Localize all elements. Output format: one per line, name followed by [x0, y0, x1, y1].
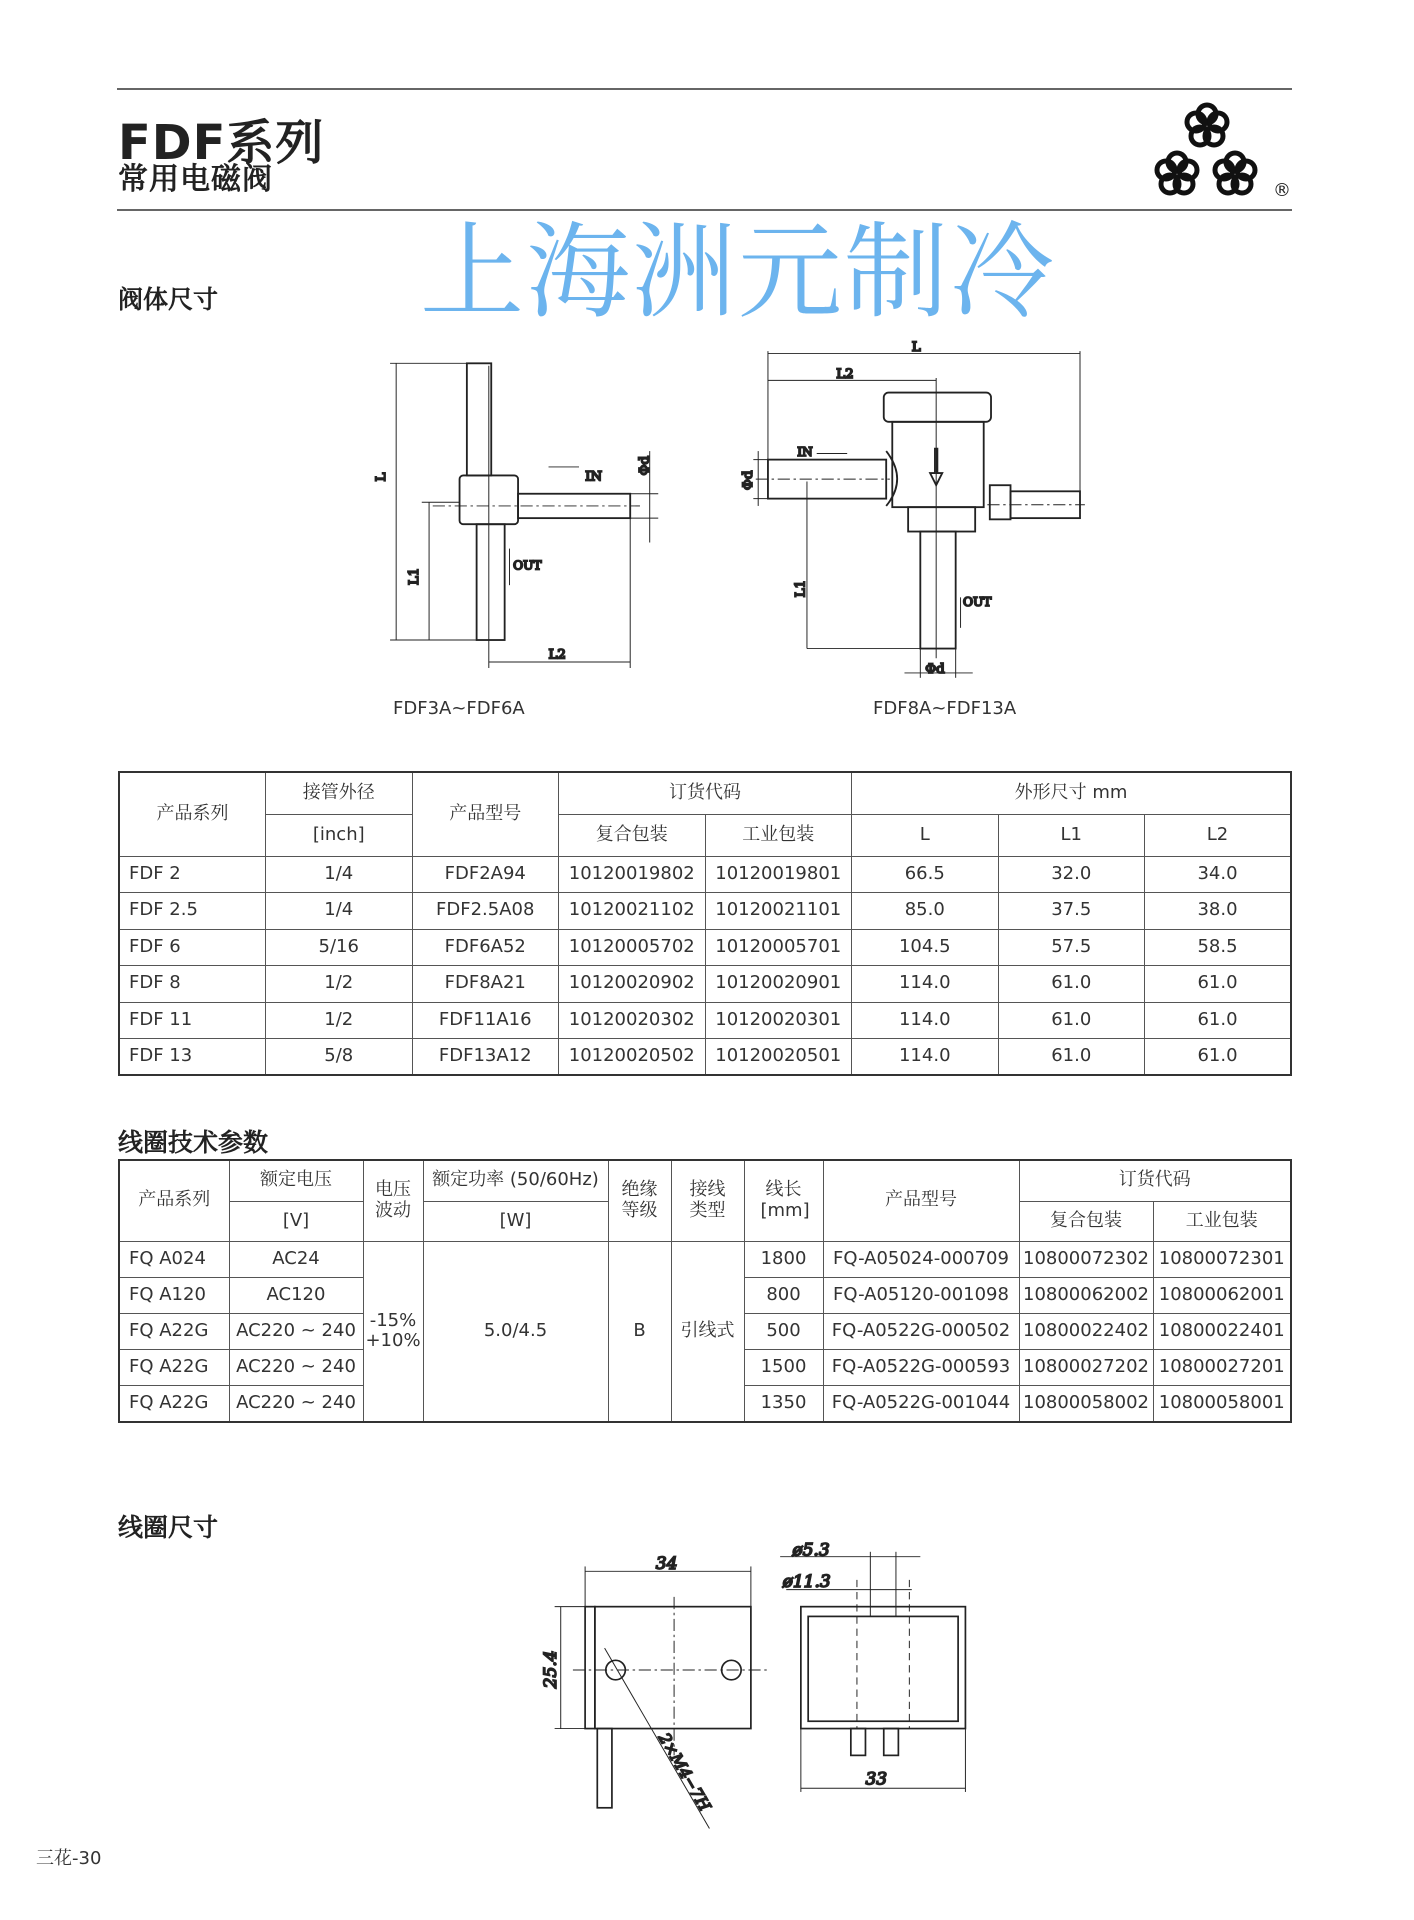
th-series: 产品系列: [119, 1160, 229, 1241]
coil-drawing: [541, 1540, 966, 1828]
table-cell: FDF 11: [119, 1002, 266, 1039]
th-model: 产品型号: [823, 1160, 1019, 1241]
table-cell: AC24: [229, 1241, 363, 1277]
th-wiring: 接线类型: [671, 1160, 744, 1241]
table-cell: 10120020901: [705, 966, 852, 1003]
table-row: [119, 856, 1291, 893]
table-cell: 5/16: [266, 929, 413, 966]
th-L1: L1: [998, 814, 1145, 856]
th-order: 订货代码: [1019, 1160, 1291, 1201]
table-cell: 10120019801: [705, 856, 852, 893]
page-number: 三花-30: [36, 1848, 102, 1869]
table-cell: FQ A22G: [119, 1350, 229, 1386]
table-cell: 10800027201: [1153, 1350, 1291, 1386]
table-cell: FDF 8: [119, 966, 266, 1003]
table-cell: FQ A22G: [119, 1386, 229, 1422]
th-pipe: 接管外径: [266, 772, 413, 814]
dim-coil-width: 34: [655, 1553, 678, 1574]
th-power: 额定功率 (50/60Hz): [423, 1160, 608, 1201]
table-cell: FQ-A0522G-000502: [823, 1313, 1019, 1349]
table-row: [119, 1039, 1291, 1076]
dim-d-outlet: Φd: [925, 661, 945, 677]
th-industrial: 工业包装: [1153, 1201, 1291, 1241]
th-L: L: [852, 814, 999, 856]
table-cell: FDF 6: [119, 929, 266, 966]
table-cell: 61.0: [998, 1039, 1145, 1076]
label-out: OUT: [962, 594, 992, 609]
table-cell: FQ-A05120-001098: [823, 1277, 1019, 1313]
valve-drawing-large: [741, 340, 1085, 678]
table-cell: -15% +10%: [363, 1241, 423, 1422]
valve-spec-table: [118, 771, 1292, 1076]
table-cell: 10800058002: [1019, 1386, 1153, 1422]
series-title: FDF系列: [118, 115, 325, 171]
section-coil-dims: 线圈尺寸: [118, 1513, 219, 1542]
dim-L2: L2: [548, 647, 566, 663]
table-cell: 10800022402: [1019, 1313, 1153, 1349]
table-cell: 61.0: [1145, 1039, 1292, 1076]
table-cell: FQ A120: [119, 1277, 229, 1313]
th-order: 订货代码: [559, 772, 852, 814]
section-valve-dims: 阀体尺寸: [118, 285, 219, 314]
table-cell: FQ-A0522G-001044: [823, 1386, 1019, 1422]
table-cell: 10120020301: [705, 1002, 852, 1039]
dim-d: Φd: [637, 455, 653, 476]
table-cell: AC120: [229, 1277, 363, 1313]
table-cell: FDF2.5A08: [412, 893, 559, 930]
th-dims: 外形尺寸 mm: [852, 772, 1292, 814]
table-cell: FDF13A12: [412, 1039, 559, 1076]
table-row: [119, 929, 1291, 966]
table-cell: 57.5: [998, 929, 1145, 966]
table-cell: 800: [744, 1277, 823, 1313]
table-cell: 85.0: [852, 893, 999, 930]
dim-coil-height: 25.4: [540, 1650, 561, 1689]
table-cell: FDF2A94: [412, 856, 559, 893]
dim-L2: L2: [836, 366, 854, 382]
dim-coil-bore-inner: ø5.3: [792, 1540, 830, 1561]
coil-spec-table: [118, 1159, 1292, 1423]
table-cell: 114.0: [852, 1002, 999, 1039]
table-cell: 10120005702: [559, 929, 706, 966]
table-cell: 114.0: [852, 1039, 999, 1076]
table-cell: AC220 ~ 240: [229, 1386, 363, 1422]
caption-left-drawing: FDF3A~FDF6A: [393, 698, 525, 719]
table-cell: AC220 ~ 240: [229, 1313, 363, 1349]
table-cell: 10800072301: [1153, 1241, 1291, 1277]
table-cell: FDF 2: [119, 856, 266, 893]
table-cell: B: [608, 1241, 671, 1422]
table-cell: AC220 ~ 240: [229, 1350, 363, 1386]
th-fluct: 电压波动: [363, 1160, 423, 1241]
th-composite: 复合包装: [559, 814, 706, 856]
table-cell: 10800072302: [1019, 1241, 1153, 1277]
page-subtitle: 常用电磁阀: [118, 162, 273, 197]
label-in: IN: [797, 444, 813, 459]
table-cell: 10120005701: [705, 929, 852, 966]
dim-coil-depth: 33: [865, 1769, 888, 1790]
table-cell: FDF 2.5: [119, 893, 266, 930]
table-cell: FDF8A21: [412, 966, 559, 1003]
table-cell: 1/2: [266, 966, 413, 1003]
th-series: 产品系列: [119, 772, 266, 856]
table-cell: 104.5: [852, 929, 999, 966]
table-cell: 10800022401: [1153, 1313, 1291, 1349]
th-insulation: 绝缘等级: [608, 1160, 671, 1241]
table-row: [119, 1002, 1291, 1039]
table-cell: 61.0: [998, 966, 1145, 1003]
table-cell: 500: [744, 1313, 823, 1349]
table-cell: FQ A024: [119, 1241, 229, 1277]
table-cell: 37.5: [998, 893, 1145, 930]
table-row: [119, 893, 1291, 930]
th-length: 线长[mm]: [744, 1160, 823, 1241]
table-cell: FDF6A52: [412, 929, 559, 966]
table-cell: 38.0: [1145, 893, 1292, 930]
table-cell: 1/4: [266, 856, 413, 893]
th-model: 产品型号: [412, 772, 559, 856]
table-cell: 10800058001: [1153, 1386, 1291, 1422]
dim-L: L: [374, 472, 390, 482]
table-cell: 5.0/4.5: [423, 1241, 608, 1422]
table-cell: 1500: [744, 1350, 823, 1386]
dim-L: L: [911, 340, 921, 356]
table-cell: 10120020501: [705, 1039, 852, 1076]
table-cell: 61.0: [998, 1002, 1145, 1039]
caption-right-drawing: FDF8A~FDF13A: [873, 698, 1017, 719]
table-cell: 34.0: [1145, 856, 1292, 893]
table-cell: 10800062001: [1153, 1277, 1291, 1313]
table-cell: 1/2: [266, 1002, 413, 1039]
dim-d-inlet: Φd: [741, 470, 757, 491]
table-cell: 10800027202: [1019, 1350, 1153, 1386]
section-coil-params: 线圈技术参数: [118, 1128, 269, 1157]
table-row: [119, 966, 1291, 1003]
th-composite: 复合包装: [1019, 1201, 1153, 1241]
registered-mark: ®: [1273, 180, 1291, 201]
th-L2: L2: [1145, 814, 1292, 856]
th-voltage-unit: [V]: [229, 1201, 363, 1241]
dim-L1: L1: [407, 567, 423, 586]
table-cell: 10120020502: [559, 1039, 706, 1076]
table-cell: 引线式: [671, 1241, 744, 1422]
table-cell: 10120019802: [559, 856, 706, 893]
watermark: 上海洲元制冷: [420, 211, 1057, 333]
table-cell: FDF11A16: [412, 1002, 559, 1039]
table-cell: FQ-A0522G-000593: [823, 1350, 1019, 1386]
table-row: [119, 1241, 1291, 1277]
table-cell: 5/8: [266, 1039, 413, 1076]
table-cell: 10120020302: [559, 1002, 706, 1039]
th-industrial: 工业包装: [705, 814, 852, 856]
table-cell: FQ A22G: [119, 1313, 229, 1349]
valve-drawing-small: [374, 363, 658, 668]
label-out: OUT: [513, 558, 542, 573]
dim-coil-bore-outer: ø11.3: [782, 1572, 831, 1593]
table-cell: 58.5: [1145, 929, 1292, 966]
table-cell: 61.0: [1145, 1002, 1292, 1039]
label-in: IN: [585, 469, 603, 485]
table-cell: 1/4: [266, 893, 413, 930]
th-power-unit: [W]: [423, 1201, 608, 1241]
table-cell: 66.5: [852, 856, 999, 893]
table-cell: 10800062002: [1019, 1277, 1153, 1313]
dim-L1: L1: [793, 579, 809, 598]
table-cell: 61.0: [1145, 966, 1292, 1003]
table-cell: 32.0: [998, 856, 1145, 893]
table-cell: FDF 13: [119, 1039, 266, 1076]
table-cell: 10120020902: [559, 966, 706, 1003]
th-pipe-unit: [inch]: [266, 814, 413, 856]
dim-coil-thread: 2×M4−7H: [654, 1729, 715, 1815]
table-cell: 114.0: [852, 966, 999, 1003]
table-cell: 10120021101: [705, 893, 852, 930]
table-cell: FQ-A05024-000709: [823, 1241, 1019, 1277]
table-cell: 1350: [744, 1386, 823, 1422]
table-cell: 1800: [744, 1241, 823, 1277]
table-cell: 10120021102: [559, 893, 706, 930]
th-voltage: 额定电压: [229, 1160, 363, 1201]
